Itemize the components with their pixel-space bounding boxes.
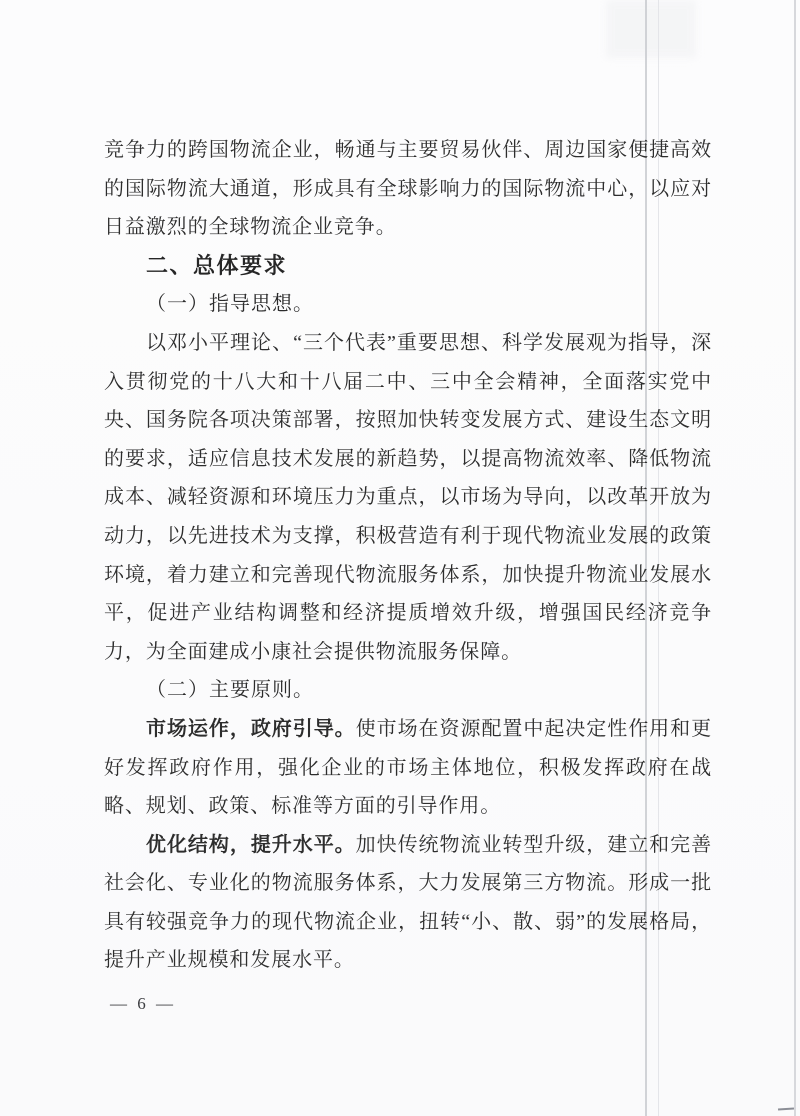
paragraph-guiding-ideology: 以邓小平理论、“三个代表”重要思想、科学发展观为指导，深入贯彻党的十八大和十八届二中、三中全会精神，全面落实党中央、国务院各项决策部署，按照加快转变发展方式、建设生态文明的要求，适应信息技术发展的新趋势，以提高物流效率、降低物流成本、减轻资源和环境压力为重点，以市场为导向，以改革开放为动力，以先进技术为支撑，积极营造有利于现代物流业发展的政策环境，着力建立和完善现代物流服务体系，加快提升物流业发展水平，促进产业结构调整和经济提质增效升级，增强国民经济竞争力，为全面建成小康社会提供物流服务保障。 [104,331,712,663]
paragraph-principle-market-operation [104,710,712,826]
paragraph-principle-optimize-structure [104,826,712,980]
page-edge-shadow [794,0,796,1116]
page-number: — 6 — [110,994,176,1013]
scan-smudge [606,0,696,58]
subheading-main-principles: （二）主要原则。 [146,679,314,702]
document-body [104,131,712,980]
principle-text-optimize-structure: 加快传统物流业转型升级，建立和完善社会化、专业化的物流服务体系，大力发展第三方物流。形成一批具有较强竞争力的现代物流企业，扭转“小、散、弱”的发展格局，提升产业规模和发展水平。 [104,833,712,972]
subheading-guiding-ideology: （一）指导思想。 [146,293,314,316]
principle-lead-optimize-structure: 优化结构，提升水平。 [146,833,356,856]
section-heading-overall-requirements: 二、总体要求 [146,252,288,278]
paragraph-continued: 竞争力的跨国物流企业，畅通与主要贸易伙伴、周边国家便捷高效的国际物流大通道，形成具有全球影响力的国际物流中心，以应对日益激烈的全球物流企业竞争。 [104,139,712,239]
principle-text-market-operation: 使市场在资源配置中起决定性作用和更好发挥政府作用，强化企业的市场主体地位，积极发挥政府在战略、规划、政策、标准等方面的引导作用。 [104,717,712,818]
scan-corner-mark [778,1107,794,1110]
principle-lead-market-operation: 市场运作，政府引导。 [146,717,356,740]
